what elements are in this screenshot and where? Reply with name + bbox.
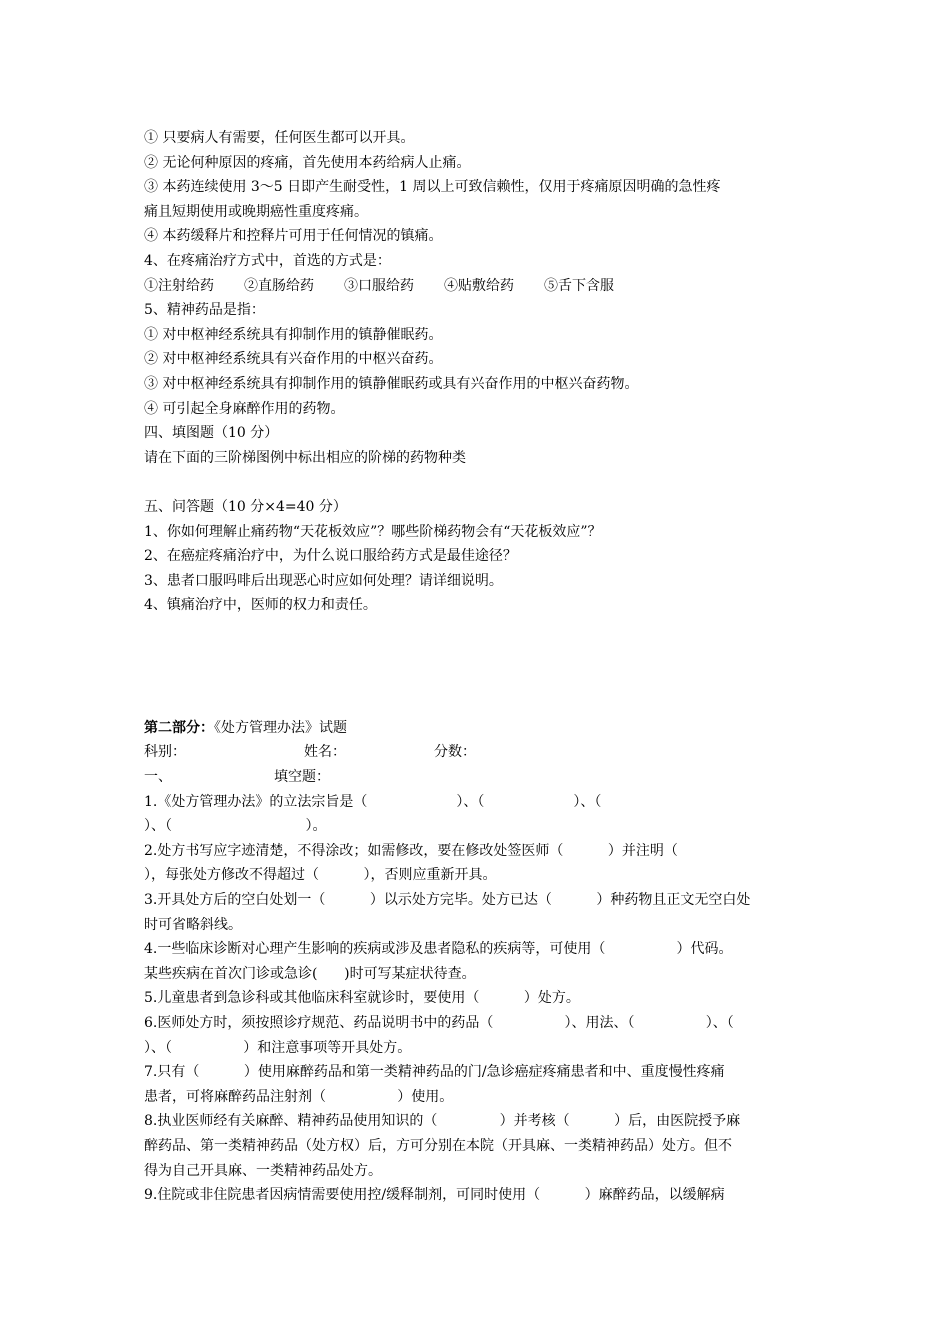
field-score: 分数：: [434, 744, 476, 761]
fill-line-16: 得为自己开具麻、一类精神药品处方。: [144, 1162, 382, 1179]
fill-line-15: 醉药品、第一类精神药品（处方权）后，方可分别在本院（开具麻、一类精神药品）处方。但不: [144, 1137, 732, 1154]
part5-question-4: 4、镇痛治疗中，医师的权力和责任。: [144, 597, 377, 614]
fill-line-13: 患者，可将麻醉药品注射剂（ ）使用。: [144, 1088, 454, 1105]
section-gap: [144, 618, 824, 716]
section2-title-rest: 《处方管理办法》试题: [214, 719, 347, 736]
q4-title: 4、在疼痛治疗方式中，首选的方式是：: [144, 252, 391, 269]
part1-number: 一、: [144, 769, 172, 786]
fill-line-1: 1.《处方管理办法》的立法宗旨是（ ）、（ ）、（: [144, 793, 602, 810]
fill-line-2: ）、（ ）。: [144, 818, 327, 835]
fill-line-9: 5.儿童患者到急诊科或其他临床科室就诊时，要使用（ ）处方。: [144, 990, 580, 1007]
section2-title-bold: 第二部分：: [144, 719, 214, 736]
fill-line-4: ），每张处方修改不得超过（ ），否则应重新开具。: [144, 867, 497, 884]
fill-line-7: 4.一些临床诊断对心理产生影响的疾病或涉及患者隐私的疾病等，可使用（ ）代码。: [144, 941, 733, 958]
spacer: [144, 470, 824, 495]
q4-option-1: ①注射给药: [144, 277, 214, 294]
q5-option-4: ④ 可引起全身麻醉作用的药物。: [144, 400, 345, 417]
q4-options: [144, 274, 824, 299]
section2-title: [144, 716, 824, 741]
part4-title: 四、填图题（10 分）: [144, 425, 279, 442]
q3-options: [144, 126, 824, 249]
q3-option-2: ② 无论何种原因的疼痛，首先使用本药给病人止痛。: [144, 154, 471, 171]
fill-line-14: 8.执业医师经有关麻醉、精神药品使用知识的（ ）并考核（ ）后，由医院授予麻: [144, 1113, 741, 1130]
q5-option-2: ② 对中枢神经系统具有兴奋作用的中枢兴奋药。: [144, 351, 443, 368]
fill-line-3: 2.处方书写应字迹清楚，不得涂改；如需修改，要在修改处签医师（ ）并注明（: [144, 842, 678, 859]
q3-option-3: ③ 本药连续使用 3～5 日即产生耐受性，1 周以上可致信赖性，仅用于疼痛原因明确的急性疼: [144, 179, 721, 196]
part5-title: 五、问答题（10 分×4=40 分）: [144, 498, 347, 515]
header-fields: [144, 740, 824, 765]
fill-line-11: ）、（ ）和注意事项等开具处方。: [144, 1039, 412, 1056]
q5-option-3: ③ 对中枢神经系统具有抑制作用的镇静催眠药或具有兴奋作用的中枢兴奋药物。: [144, 375, 639, 392]
part5-question-1: 1、你如何理解止痛药物“天花板效应”？哪些阶梯药物会有“天花板效应”？: [144, 523, 602, 540]
fill-line-6: 时可省略斜线。: [144, 916, 242, 933]
q5-option-1: ① 对中枢神经系统具有抑制作用的镇静催眠药。: [144, 326, 443, 343]
field-name: 姓名：: [304, 744, 346, 761]
q3-option-3-cont: 痛且短期使用或晚期癌性重度疼痛。: [144, 203, 368, 220]
q4-option-3: ③口服给药: [344, 277, 414, 294]
fill-line-10: 6.医师处方时，须按照诊疗规范、药品说明书中的药品（ ）、用法、（ ）、（: [144, 1015, 734, 1031]
fill-line-5: 3.开具处方后的空白处划一（ ）以示处方完毕。处方已达（ ）种药物且正文无空白处: [144, 892, 751, 909]
part4-description: 请在下面的三阶梯图例中标出相应的阶梯的药物种类: [144, 449, 466, 466]
q4-option-4: ④贴敷给药: [444, 277, 514, 294]
part5-question-3: 3、患者口服吗啡后出现恶心时应如何处理？请详细说明。: [144, 572, 503, 589]
part5-question-2: 2、在癌症疼痛治疗中，为什么说口服给药方式是最佳途径？: [144, 548, 517, 565]
fill-line-8: 某些疾病在首次门诊或急诊( )时可写某症状待查。: [144, 965, 476, 982]
part1-heading: [144, 765, 824, 790]
q4-option-5: ⑤舌下含服: [544, 277, 614, 294]
fill-in-questions: [144, 790, 824, 1208]
part1-title: 填空题：: [274, 769, 330, 786]
field-department: 科别：: [144, 744, 186, 761]
q3-option-1: ① 只要病人有需要，任何医生都可以开具。: [144, 130, 415, 146]
q4-option-2: ②直肠给药: [244, 277, 314, 294]
fill-line-12: 7.只有（ ）使用麻醉药品和第一类精神药品的门/急诊癌症疼痛患者和中、重度慢性疼痛: [144, 1064, 725, 1081]
document-page: [144, 126, 824, 1208]
q3-option-4: ④ 本药缓释片和控释片可用于任何情况的镇痛。: [144, 228, 443, 245]
fill-line-17: 9.住院或非住院患者因病情需要使用控/缓释制剂，可同时使用（ ）麻醉药品，以缓解病: [144, 1187, 725, 1204]
q5-title: 5、精神药品是指：: [144, 302, 265, 319]
